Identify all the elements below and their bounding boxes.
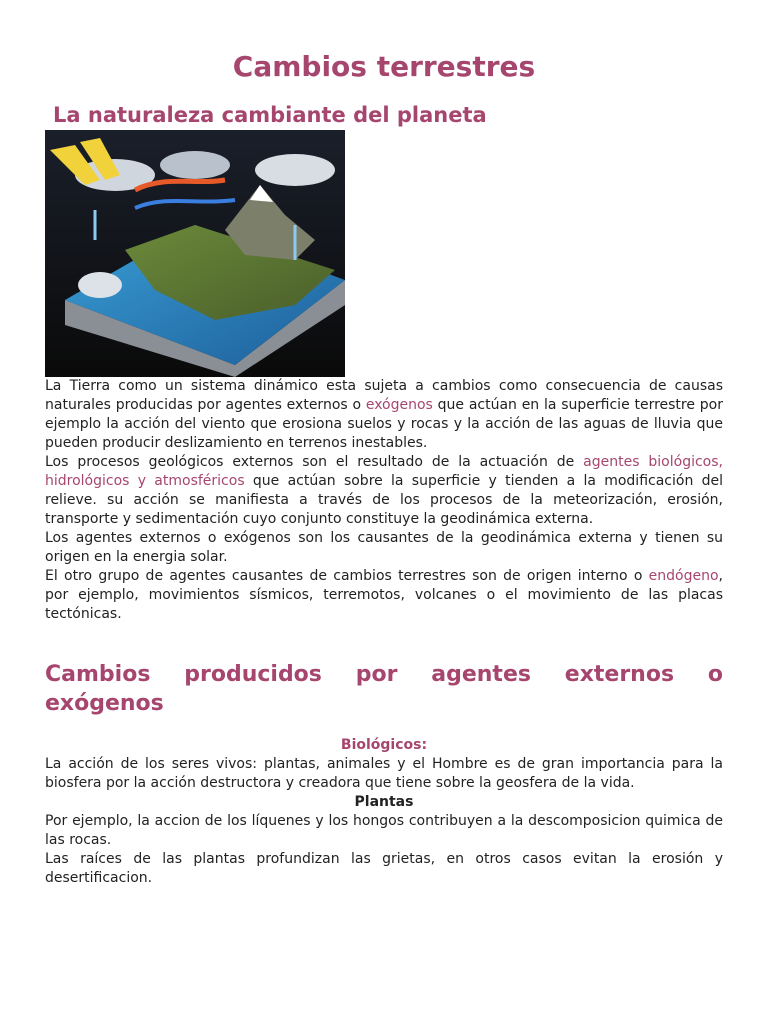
- intro-p4-highlight: endógeno: [648, 568, 719, 584]
- section2-body: [45, 736, 723, 888]
- intro-p2-highlight: agentes biológicos, hidrológicos y atmosféricos: [45, 454, 723, 489]
- heading-word: producidos: [184, 662, 322, 687]
- heading-word: externos: [564, 662, 675, 687]
- intro-p4-text-cont: , por ejemplo, movimientos sísmicos, terremotos, volcanes o el movimiento de las placas tectónicas.: [45, 568, 723, 622]
- intro-p1-text-cont: que actúan en la superficie terrestre por ejemplo la acción del viento que erosiona suelos y rocas y la acción de las aguas de lluvia que pueden producir deslizamiento en terrenos inestables.: [45, 397, 723, 451]
- plantas-p2: Las raíces de las plantas profundizan las grietas, en otros casos evitan la erosión y desertificacion.: [45, 851, 723, 886]
- intro-p2-text-cont: que actúan sobre la superficie y tienden a la modificación del relieve. su acción se manifiesta a través de los procesos de la meteorización, erosión, transporte y sedimentación cuyo conjunto constituye la geodinámica externa.: [45, 473, 723, 527]
- page-title: Cambios terrestres: [232, 50, 536, 83]
- heading-word: agentes: [431, 662, 531, 687]
- section2-heading-line2: exógenos: [45, 691, 164, 716]
- page-subtitle: La naturaleza cambiante del planeta: [53, 103, 487, 127]
- heading-word: o: [707, 662, 723, 687]
- earth-diagram-svg: [45, 130, 345, 377]
- intro-section: [45, 130, 723, 624]
- heading-word: Cambios: [45, 662, 151, 687]
- section2-heading-line1: [45, 660, 723, 689]
- section2-heading: [45, 660, 723, 718]
- intro-p1-highlight: exógenos: [365, 397, 433, 413]
- intro-p4-text: El otro grupo de agentes causantes de cambios terrestres son de origen interno o: [45, 568, 649, 584]
- earth-block-diagram-illustration: [45, 130, 345, 377]
- heading-word: por: [355, 662, 398, 687]
- intro-p3: Los agentes externos o exógenos son los causantes de la geodinámica externa y tienen su origen en la energia solar.: [45, 530, 723, 565]
- plantas-p1: Por ejemplo, la accion de los líquenes y los hongos contribuyen a la descomposicion quimica de las rocas.: [45, 813, 723, 848]
- bio-text: La acción de los seres vivos: plantas, animales y el Hombre es de gran importancia para la biosfera por la acción destructora y creadora que tiene sobre la geosfera de la vida.: [45, 756, 723, 791]
- plantas-heading: Plantas: [354, 794, 414, 810]
- intro-p2-text: Los procesos geológicos externos son el resultado de la actuación de: [45, 454, 584, 470]
- bio-heading: Biológicos:: [340, 737, 428, 753]
- intro-p1-text: La Tierra como un sistema dinámico esta sujeta a cambios como consecuencia de causas naturales producidas por agentes externos o: [45, 378, 723, 413]
